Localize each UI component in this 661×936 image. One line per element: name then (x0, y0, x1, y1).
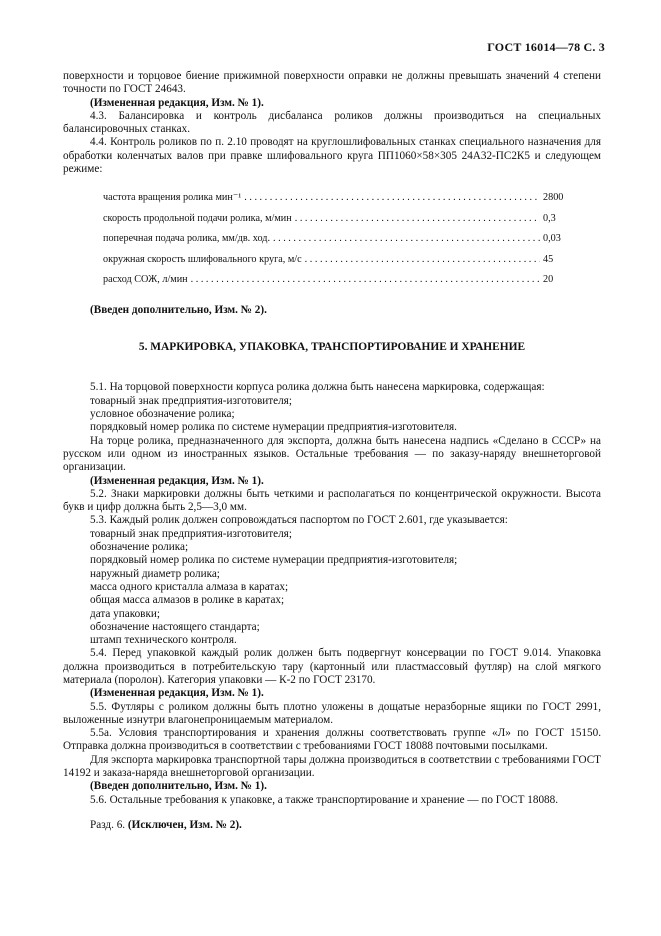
list-item: штамп технического контроля. (90, 634, 237, 647)
dot-leader (273, 232, 540, 245)
parameter-value: 20 (543, 274, 554, 286)
parameter-value: 45 (543, 253, 554, 265)
dot-leader (191, 273, 540, 286)
section-heading: 5. МАРКИРОВКА, УПАКОВКА, ТРАНСПОРТИРОВАНИЕ И ХРАНЕНИЕ (138, 341, 526, 354)
paragraph-4-3: 4.3. Балансировка и контроль дисбаланса роликов должны производиться на специальных балансировочных станках. (63, 109, 601, 136)
parameter-label: частота вращения ролика мин⁻¹ (103, 192, 242, 204)
parameter-row (103, 232, 573, 253)
parameter-label: поперечная подача ролика, мм/дв. ход. (103, 233, 270, 245)
section-6-prefix: Разд. 6. (90, 818, 128, 831)
parameter-label: скорость продольной подачи ролика, м/мин (103, 212, 292, 224)
parameter-value: 2800 (543, 192, 564, 204)
page-header: ГОСТ 16014—78 С. 3 (487, 40, 605, 54)
amendment-note: (Введен дополнительно, Изм. № 1). (90, 780, 267, 793)
paragraph-5-6: 5.6. Остальные требования к упаковке, а также транспортирование и хранение — по ГОСТ 18088. (90, 793, 559, 806)
list-item: условное обозначение ролика; (90, 408, 235, 421)
parameter-value: 0,3 (543, 212, 556, 224)
paragraph-continuation: поверхности и торцовое биение прижимной поверхности оправки не должны превышать значений 4 степени точности по ГОСТ 24643. (63, 70, 601, 96)
document-body (63, 70, 601, 832)
paragraph-5-5a: 5.5а. Условия транспортирования и хранения должны соответствовать группе «Л» по ГОСТ 15150. Отправка должна производиться в соответствии с требованиями ГОСТ 18088 почтовыми посылками. (63, 727, 601, 753)
parameter-value: 0,03 (543, 233, 561, 245)
list-item: дата упаковки; (90, 607, 160, 620)
list-item: товарный знак предприятия-изготовителя; (90, 394, 292, 407)
parameter-row (103, 212, 573, 233)
section-6-excluded: (Исключен, Изм. № 2). (127, 818, 242, 831)
paragraph-5-1: 5.1. На торцовой поверхности корпуса ролика должна быть нанесена маркировка, содержащая: (90, 381, 545, 394)
paragraph-export-marking: На торце ролика, предназначенного для экспорта, должна быть нанесена надпись «Сделано в СССР» на русском или одном из иностранных языков. Остальные требования — по заказу-наряду внешнеторговой организации. (63, 434, 601, 474)
amendment-note: (Измененная редакция, Изм. № 1). (90, 96, 264, 109)
parameter-label: окружная скорость шлифовального круга, м/с (103, 253, 302, 265)
paragraph-5-5: 5.5. Футляры с роликом должны быть плотно уложены в дощатые неразборные ящики по ГОСТ 2991, выложенные изнутри влагонепроницаемым материалом. (63, 700, 601, 726)
parameters-list (103, 191, 573, 294)
amendment-note: (Введен дополнительно, Изм. № 2). (90, 303, 267, 316)
list-item: обозначение ролика; (90, 541, 189, 554)
paragraph-4-4: 4.4. Контроль роликов по п. 2.10 проводят на круглошлифовальных станках специального назначения для обработки коленчатых валов при правке шлифовального круга ПП1060×58×305 24А32-ПС2К5 и следующем режиме: (63, 136, 601, 176)
list-item: обозначение настоящего стандарта; (90, 620, 260, 633)
list-item: общая масса алмазов в ролике в каратах; (90, 594, 285, 607)
paragraph-5-4: 5.4. Перед упаковкой каждый ролик должен быть подвергнут консервации по ГОСТ 9.014. Упаковка должна производиться в потребительскую тару (картонный или пластмассовый футляр) на слой мягкого материала (поролон). Категория упаковки — К-2 по ГОСТ 23170. (63, 647, 601, 686)
list-item: порядковый номер ролика по системе нумерации предприятия-изготовителя; (90, 554, 458, 567)
parameter-row (103, 191, 573, 212)
dot-leader (305, 253, 540, 266)
list-item: наружный диаметр ролика; (90, 567, 220, 580)
paragraph-export-transport: Для экспорта маркировка транспортной тары должна производиться в соответствии с требованиями ГОСТ 14192 и заказа-наряда внешнеторговой организации. (63, 753, 601, 780)
amendment-note: (Измененная редакция, Изм. № 1). (90, 687, 264, 700)
parameter-row (103, 253, 573, 274)
list-item: масса одного кристалла алмаза в каратах; (90, 580, 289, 593)
parameter-label: расход СОЖ, л/мин (103, 274, 188, 286)
list-item: товарный знак предприятия-изготовителя; (90, 527, 292, 540)
dot-leader (244, 191, 540, 204)
dot-leader (295, 212, 540, 225)
amendment-note: (Измененная редакция, Изм. № 1). (90, 474, 264, 487)
paragraph-5-2: 5.2. Знаки маркировки должны быть четкими и располагаться по концентрической окружности. Высота букв и цифр должна быть 2,5—3,0 мм. (63, 487, 601, 514)
paragraph-5-3: 5.3. Каждый ролик должен сопровождаться паспортом по ГОСТ 2.601, где указывается: (90, 514, 508, 527)
section-6-note (63, 819, 601, 832)
parameter-row (103, 273, 573, 294)
list-item: порядковый номер ролика по системе нумерации предприятия-изготовителя. (90, 421, 457, 434)
